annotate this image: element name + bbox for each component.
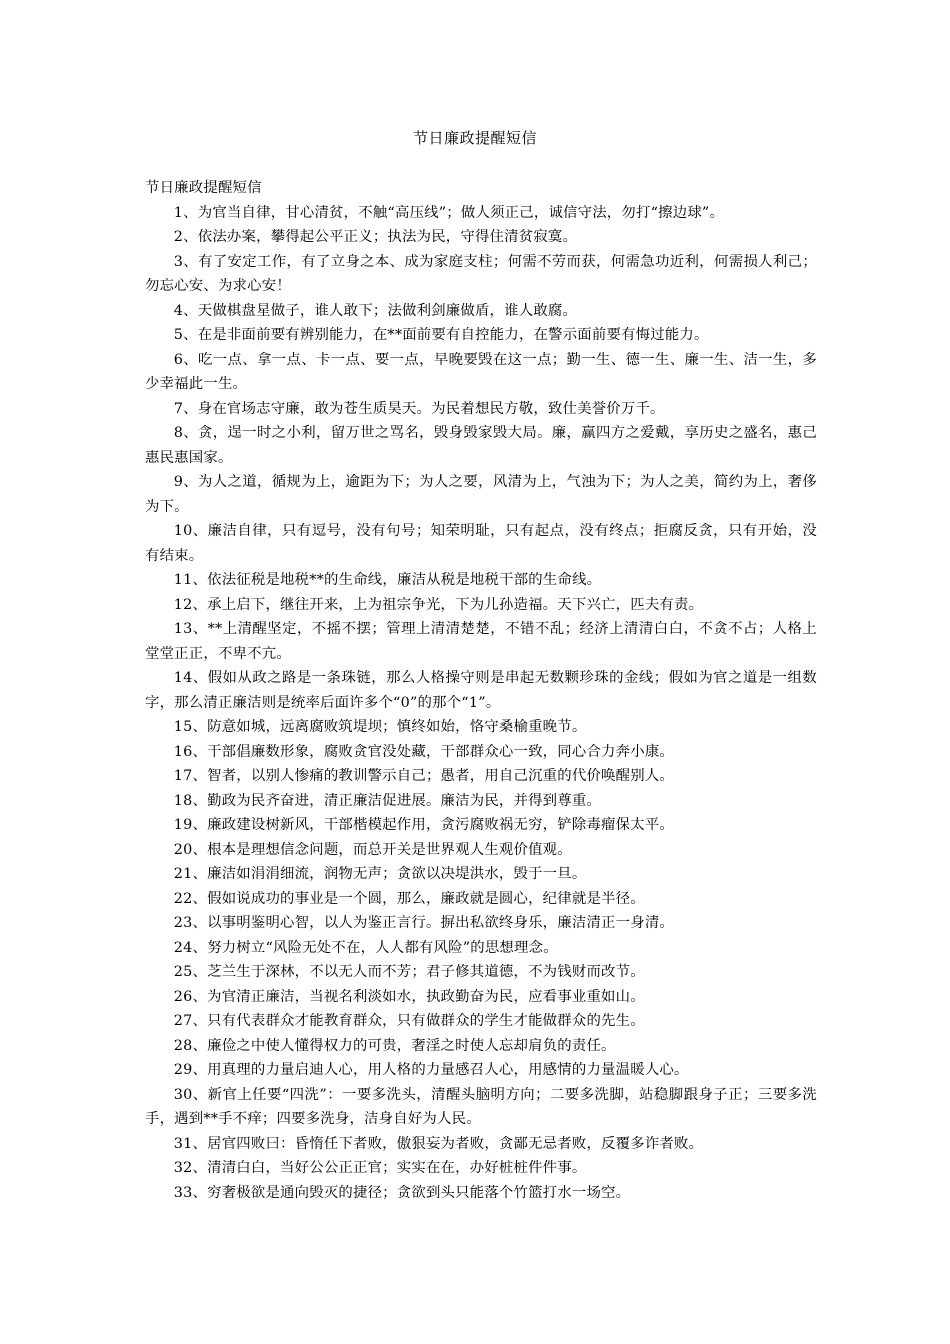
list-item: 29、用真理的力量启迪人心，用人格的力量感召人心，用感情的力量温暖人心。 [173,1062,689,1078]
list-item: 19、廉政建设树新风，干部楷模起作用，贪污腐败祸无穷，铲除毒瘤保太平。 [173,817,675,833]
list-item: 25、芝兰生于深林，不以无人而不芳；君子修其道德，不为钱财而改节。 [173,964,645,980]
list-item: 6、吃一点、拿一点、卡一点、要一点，早晚要毁在这一点；勤一生、德一生、廉一生、洁一生，多少幸福此一生。 [145,351,817,392]
list-item: 17、智者，以别人惨痛的教训警示自己；愚者，用自己沉重的代价唤醒别人。 [173,768,675,784]
list-item: 22、假如说成功的事业是一个圆，那么，廉政就是圆心，纪律就是半径。 [173,890,645,907]
list-item: 11、依法征税是地税**的生命线，廉洁从税是地税干部的生命线。 [173,572,602,588]
list-item: 12、承上启下，继往开来，上为祖宗争光，下为儿孙造福。天下兴亡，匹夫有责。 [173,596,704,613]
list-item: 15、防意如城，远离腐败筑堤坝；慎终如始，恪守桑榆重晚节。 [173,719,587,735]
document-body [145,176,817,1205]
list-item: 1、为官当自律，甘心清贫，不触“高压线”；做人须正己，诚信守法，勿打“擦边球”。 [173,204,725,221]
list-item: 16、干部倡廉数形象，腐败贪官没处藏，干部群众心一致，同心合力奔小康。 [173,743,675,760]
list-item: 14、假如从政之路是一条珠链，那么人格操守则是串起无数颗珍珠的金线；假如为官之道是一组数字，那么清正廉洁则是统率后面许多个“0”的那个“1”。 [145,670,817,711]
list-item: 33、穷奢极欲是通向毁灭的捷径；贪欲到头只能落个竹篮打水一场空。 [173,1184,631,1201]
list-item: 8、贪，逞一时之小利，留万世之骂名，毁身毁家毁大局。廉，赢四方之爱戴，享历史之盛名，惠己惠民惠国家。 [145,425,817,466]
list-item: 21、廉洁如涓涓细流，润物无声；贪欲以决堤洪水，毁于一旦。 [173,866,587,882]
list-item: 18、勤政为民齐奋进，清正廉洁促进展。廉洁为民，并得到尊重。 [173,792,602,809]
document-title: 节日廉政提醒短信 [412,129,537,147]
list-item: 30、新官上任要“四洗”：一要多洗头，清醒头脑明方向；二要多洗脚，站稳脚跟身子正；三要多洗手，遇到**手不痒；四要多洗身，洁身自好为人民。 [145,1086,817,1127]
list-item: 26、为官清正廉洁，当视名利淡如水，执政勤奋为民，应看事业重如山。 [173,988,645,1005]
list-item: 27、只有代表群众才能教育群众，只有做群众的学生才能做群众的先生。 [173,1013,645,1029]
list-item: 31、居官四败曰：昏惰任下者败，傲狠妄为者败，贪鄙无忌者败，反覆多诈者败。 [173,1135,704,1152]
list-item: 10、廉洁自律，只有逗号，没有句号；知荣明耻，只有起点，没有终点；拒腐反贪，只有开始，没有结束。 [145,523,817,564]
list-item: 23、以事明鉴明心智，以人为鉴正言行。摒出私欲终身乐，廉洁清正一身清。 [173,915,675,931]
list-item: 9、为人之道，循规为上，逾距为下；为人之要，风清为上，气浊为下；为人之美，简约为上，奢侈为下。 [145,474,817,515]
list-item: 4、天做棋盘星做子，谁人敢下；法做利剑廉做盾，谁人敢腐。 [173,302,578,319]
list-item: 2、依法办案，攀得起公平正义；执法为民，守得住清贫寂寞。 [173,229,578,245]
list-item: 28、廉俭之中使人懂得权力的可贵，奢淫之时使人忘却肩负的责任。 [173,1037,616,1054]
list-item: 3、有了安定工作，有了立身之本、成为家庭支柱；何需不劳而获，何需急功近利，何需损人利己；勿忘心安、为求心安！ [145,253,817,294]
list-item: 13、**上清醒坚定，不摇不摆；管理上清清楚楚，不错不乱；经济上清清白白，不贪不占；人格上堂堂正正，不卑不亢。 [145,621,817,662]
section-heading: 节日廉政提醒短信 [145,180,262,196]
list-item: 7、身在官场志守廉，敢为苍生质昊天。为民着想民方敬，致仕美誉价万千。 [173,400,665,417]
list-item: 24、努力树立“风险无处不在，人人都有风险”的思想理念。 [173,939,558,956]
list-item: 32、清清白白，当好公公正正官；实实在在，办好桩桩件件事。 [173,1160,587,1176]
list-item: 20、根本是理想信念问题，而总开关是世界观人生观价值观。 [173,841,572,858]
message-list [145,201,817,1206]
list-item: 5、在是非面前要有辨别能力，在**面前要有自控能力，在警示面前要有悔过能力。 [173,327,709,343]
